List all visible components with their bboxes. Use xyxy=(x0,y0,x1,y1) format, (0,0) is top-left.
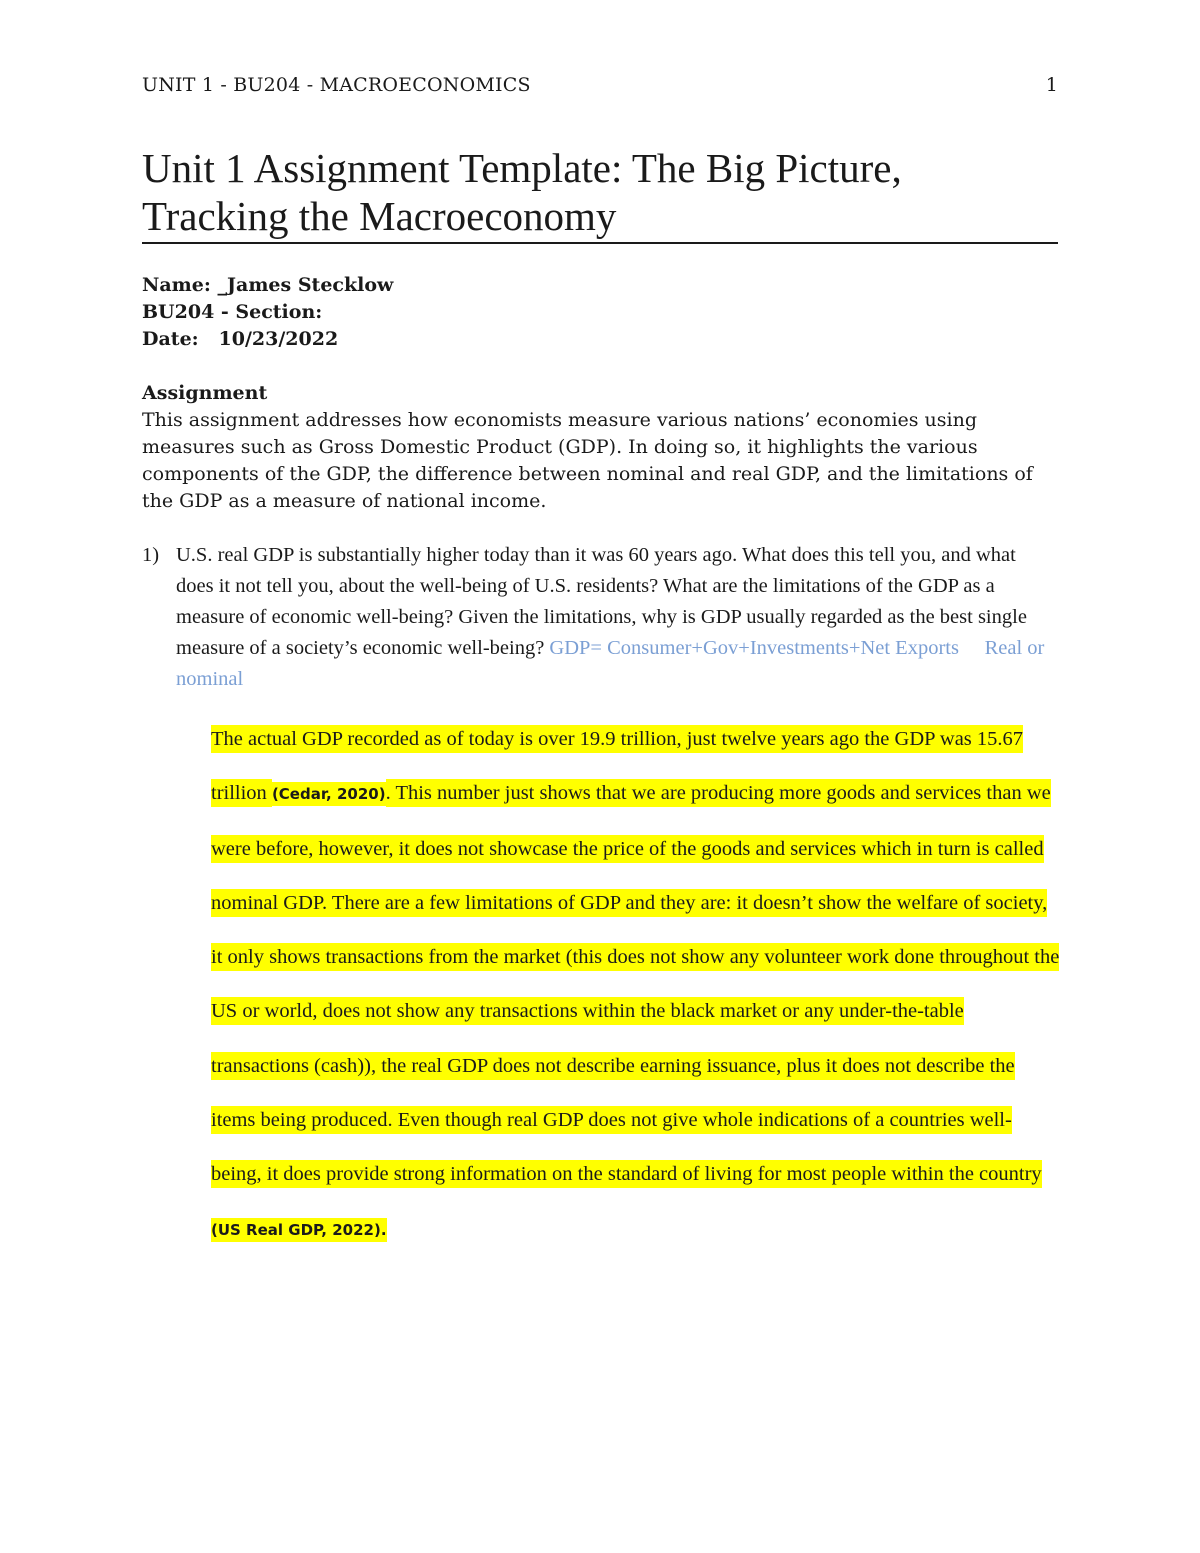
document-title xyxy=(142,144,1058,244)
hint-note: Real or nominal xyxy=(176,637,1045,690)
page-number: 1 xyxy=(1045,74,1058,96)
name-value: _James Stecklow xyxy=(217,274,394,296)
question-1 xyxy=(142,540,1058,695)
question-text: U.S. real GDP is substantially higher today than it was 60 years ago. What does this tell you, and what does it not tell you, about the well-being of U.S. residents? What are the limitations of the GDP as a measure of economic well-being? Given the limitations, why is GDP usually regarded as the best single measure of a society’s economic well-being? xyxy=(176,544,1027,659)
question-body xyxy=(176,540,1058,695)
question-number: 1) xyxy=(142,544,160,566)
running-title: UNIT 1 - BU204 - MACROECONOMICS xyxy=(142,74,531,96)
date-line xyxy=(142,326,393,353)
answer-text-part-1: The actual GDP recorded as of today is over 19.9 trillion, just twelve years ago the GDP was 15.67 trillion xyxy=(211,725,1023,807)
hint-formula: GDP= Consumer+Gov+Investments+Net Exports xyxy=(549,637,959,659)
assignment-heading: Assignment xyxy=(142,382,268,404)
date-label: Date: xyxy=(142,328,199,350)
section-line xyxy=(142,299,393,326)
name-line xyxy=(142,272,393,299)
assignment-body: This assignment addresses how economists measure various nations’ economies using measures such as Gross Domestic Product (GDP). In doing so, it highlights the various components of the GDP, the difference between nominal and real GDP, and the limitations of the GDP as a measure of national income. xyxy=(142,409,1033,512)
answer-end-period: . xyxy=(381,1218,387,1242)
assignment-section xyxy=(142,380,1058,515)
title-line-1: Unit 1 Assignment Template: The Big Picture, xyxy=(142,145,902,191)
citation-cedar: (Cedar, 2020) xyxy=(272,782,386,806)
section-label: BU204 - Section: xyxy=(142,301,323,323)
answer-1 xyxy=(211,712,1060,1257)
date-value: 10/23/2022 xyxy=(218,328,339,350)
citation-us-real-gdp: (US Real GDP, 2022) xyxy=(211,1218,381,1242)
name-label: Name: xyxy=(142,274,211,296)
running-header xyxy=(142,74,1058,96)
title-line-2: Tracking the Macroeconomy xyxy=(142,193,617,239)
student-info xyxy=(142,272,393,353)
answer-text-part-2: . This number just shows that we are producing more goods and services than we were before, however, it does not showcase the price of the goods and services which in turn is called nominal GDP. There are a few limitations of GDP and they are: it doesn’t show the welfare of society, it only shows transactions from the market (this does not show any volunteer work done throughout the US or world, does not show any transactions within the black market or any under-the-table transactions (cash)), the real GDP does not describe earning issuance, plus it does not describe the items being produced. Even though real GDP does not give whole indications of a countries well-being, it does provide strong information on the standard of living for most people within the country xyxy=(211,779,1059,1188)
